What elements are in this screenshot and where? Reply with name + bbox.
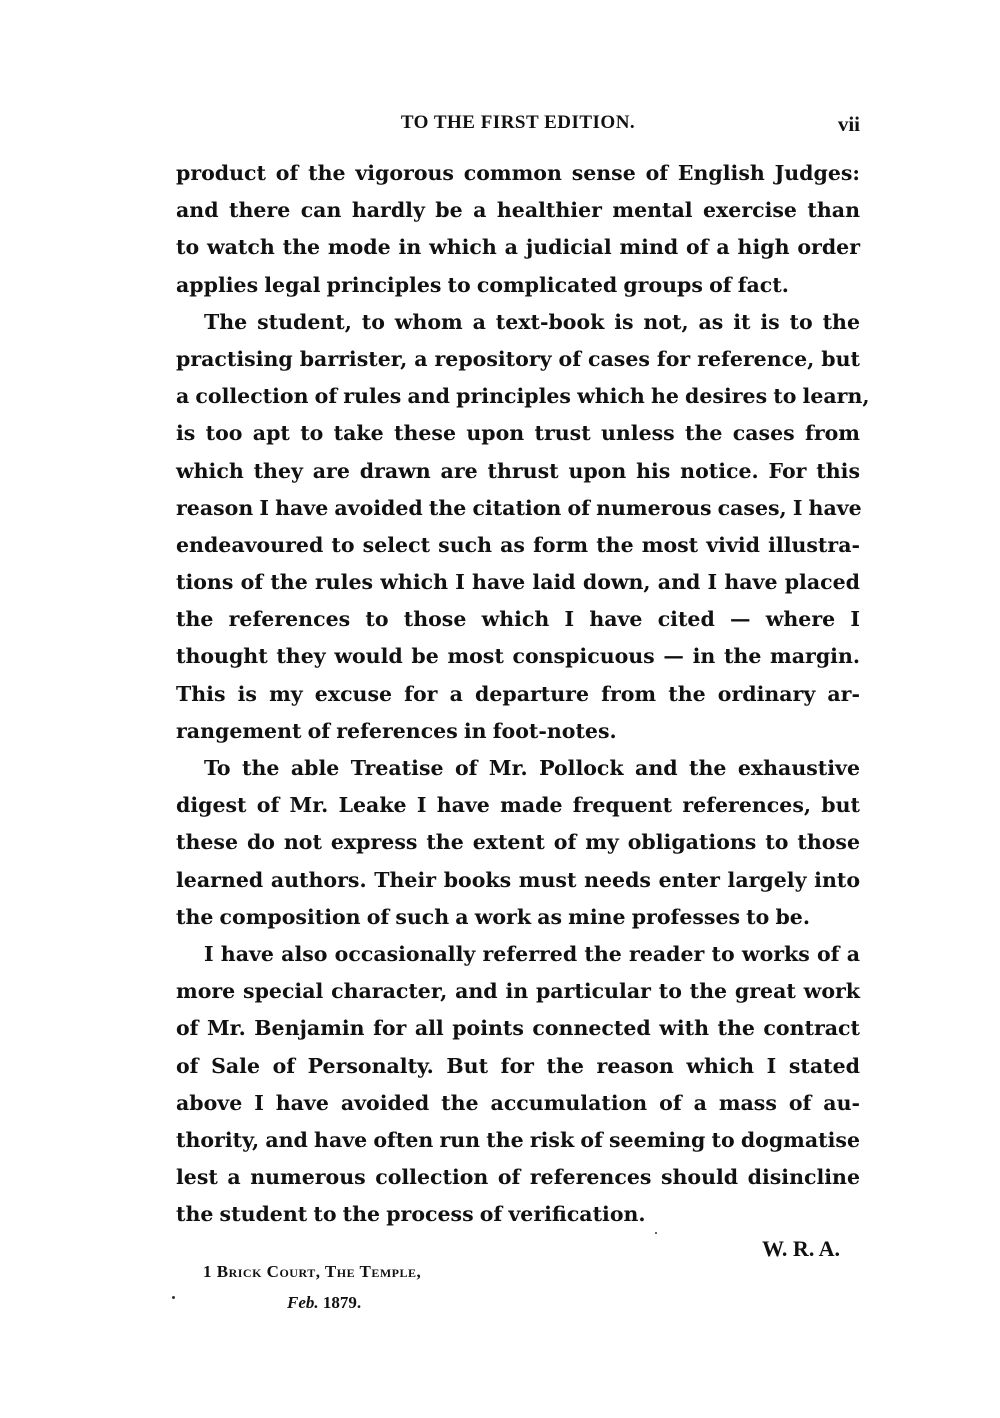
text-line: The student, to whom a text-book is not, as it is to the [204, 309, 860, 334]
author-address: 1 Brick Court, The Temple, [203, 1262, 422, 1281]
text-line: digest of Mr. Leake I have made frequent references, but [176, 793, 860, 818]
text-line: rangement of references in foot-notes. [176, 718, 617, 743]
paragraph-1 [176, 155, 860, 304]
date-month: Feb. [287, 1293, 319, 1312]
text-line: thority, and have often run the risk of seeming to dogmatise [176, 1127, 860, 1152]
running-head [176, 112, 860, 136]
running-title: TO THE FIRST EDITION. [400, 112, 636, 133]
text-line: practising barrister, a repository of cases for reference, but [176, 346, 860, 371]
text-line: which they are drawn are thrust upon his notice. For this [176, 458, 860, 483]
text-line: lest a numerous collection of references should disincline [176, 1165, 860, 1190]
text-line: To the able Treatise of Mr. Pollock and the exhaustive [204, 756, 860, 780]
text-line: learned authors. Their books must needs enter largely into [176, 867, 860, 892]
text-line: tions of the rules which I have laid down, and I have placed [176, 570, 860, 595]
text-line: more special character, and in particular to the great work [176, 979, 860, 1004]
body-text [176, 155, 870, 1233]
text-line: above I have avoided the accumulation of a mass of au- [176, 1090, 860, 1115]
text-line: thought they would be most conspicuous — in the margin. [176, 644, 860, 669]
text-line: the student to the process of verification. [176, 1202, 646, 1227]
text-line: product of the vigorous common sense of English Judges: [176, 161, 860, 185]
text-line: to watch the mode in which a judicial mind of a high order [176, 235, 860, 260]
text-line: is too apt to take these upon trust unless the cases from [176, 421, 860, 446]
text-line: a collection of rules and principles which he desires to learn, [176, 384, 870, 409]
paragraph-2 [176, 304, 870, 750]
text-line: endeavoured to select such as form the most vivid illustra- [176, 532, 860, 557]
text-line: applies legal principles to complicated groups of fact. [176, 272, 789, 297]
text-line: I have also occasionally referred the reader to works of a [204, 941, 860, 966]
author-signature: W. R. A. [761, 1236, 840, 1261]
page-number: vii [837, 112, 860, 136]
date-year: 1879. [322, 1293, 362, 1312]
preface-date [287, 1293, 361, 1313]
text-line: these do not express the extent of my obligations to those [176, 830, 860, 855]
paragraph-3 [176, 750, 860, 936]
text-line: of Sale of Personalty. But for the reason which I stated [176, 1053, 860, 1078]
text-line: This is my excuse for a departure from the ordinary ar- [176, 681, 860, 706]
text-line: reason I have avoided the citation of numerous cases, I have [176, 495, 862, 520]
text-line: and there can hardly be a healthier mental exercise than [176, 198, 860, 223]
text-line: the composition of such a work as mine professes to be. [176, 904, 810, 929]
text-line: of Mr. Benjamin for all points connected with the contract [176, 1016, 860, 1041]
paragraph-4 [176, 936, 860, 1234]
scan-speck [655, 1232, 657, 1234]
text-line: the references to those which I have cited — where I [176, 607, 860, 632]
scan-speck [172, 1296, 175, 1299]
